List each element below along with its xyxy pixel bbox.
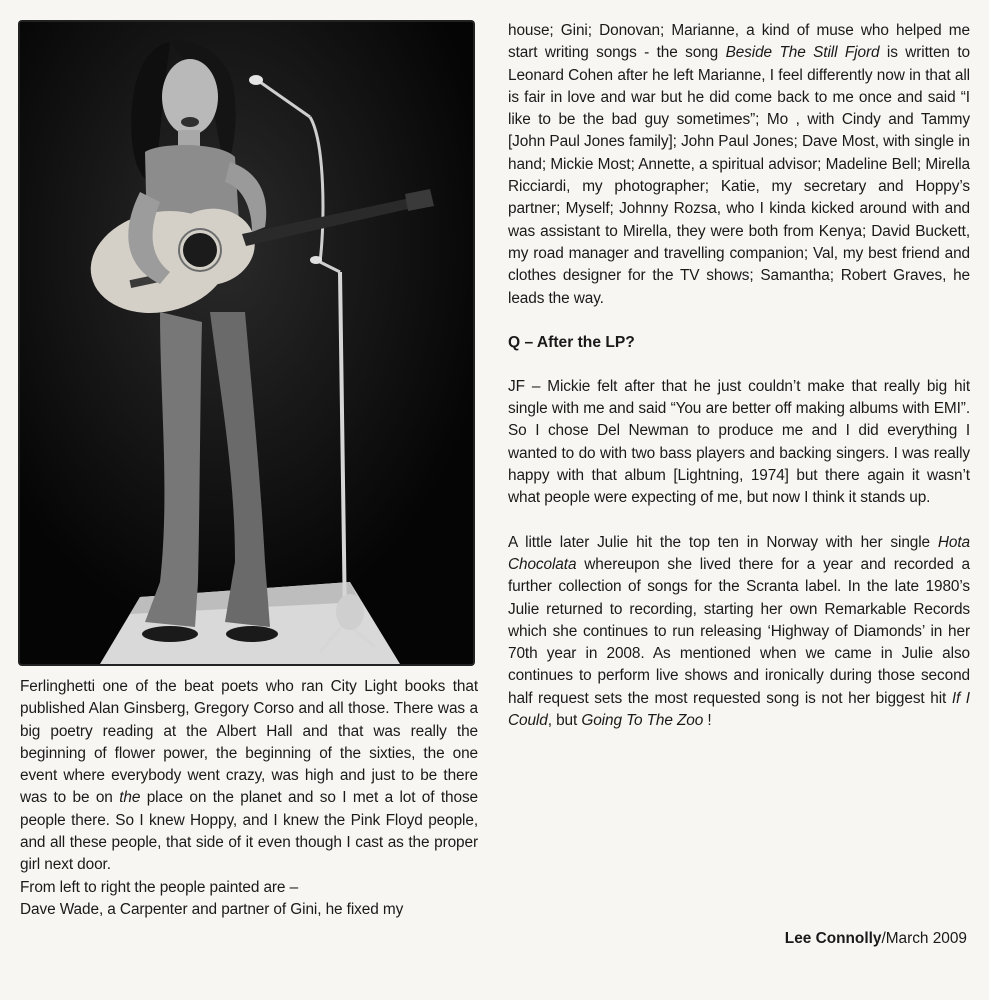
performer-illustration bbox=[20, 22, 473, 664]
paragraph-text: house; Gini; Donovan; Marianne, a kind of muse who helped me start writing songs - the song bbox=[508, 22, 970, 62]
paragraph-text: , but bbox=[547, 712, 582, 730]
song-title: Hota Chocolata bbox=[508, 533, 970, 573]
paragraph-later-career bbox=[508, 532, 970, 733]
author-signature bbox=[785, 930, 967, 948]
paragraph-text: place on the planet and so I met a lot of those people there. So I knew Hoppy, and I knew the Pink Floyd people, and all these people, that side of it even though I cast as the proper girl next door. bbox=[20, 789, 479, 874]
paragraph-people-painted: From left to right the people painted are – bbox=[20, 878, 299, 896]
left-text-column bbox=[20, 676, 478, 921]
paragraph-text: A little later Julie hit the top ten in Norway with her single bbox=[508, 533, 938, 551]
question-heading: Q – After the LP? bbox=[508, 333, 635, 351]
paragraph-text: Ferlinghetti one of the beat poets who ran City Light books that published Alan Ginsberg, Gregory Corso and all those. There was a big poetry reading at the Albert Hall and that was really the beginning of flower power, the beginning of the sixties, the one event where everybody went crazy, was high and just to be there was to be on bbox=[20, 678, 478, 807]
song-title: Beside The Still Fjord bbox=[725, 44, 880, 62]
paragraph-text: is written to Leonard Cohen after he left Marianne, I feel differently now in that all is fair in love and war but he did come back to me once and said “I like to be the bad guy sometimes”; Mo , with Cindy and Tammy [John Paul Jones family]; John Paul Jones; Dave Most, with single in hand; Mickie Most; Annette, a spiritual advisor; Madeline Bell; Mirella Ricciardi, my photographer; Katie, my secretary and Hoppy’s partner; Myself; Johnny Rozsa, who I kinda kicked around with and was assistant to Mirella, they were both from Kenya; David Buckett, my road manager and travelling companion; Val, my best friend and clothes designer for the TV shows; Samantha; Robert Graves, he leads the way. bbox=[508, 44, 970, 307]
paragraph-ferlinghetti bbox=[20, 676, 478, 877]
right-text-column bbox=[508, 20, 970, 732]
signature-date: /March 2009 bbox=[881, 930, 967, 947]
paragraph-dave-wade: Dave Wade, a Carpenter and partner of Gini, he fixed my bbox=[20, 900, 404, 918]
author-name: Lee Connolly bbox=[784, 930, 882, 947]
emphasis-text: the bbox=[119, 789, 141, 807]
paragraph-people-list bbox=[508, 20, 970, 310]
song-title: If I Could bbox=[508, 689, 970, 730]
song-title: Going To The Zoo bbox=[581, 712, 704, 730]
paragraph-after-lp: JF – Mickie felt after that he just couldn’t make that really big hit single with me and said “You are better off making albums with EMI”. So I chose Del Newman to produce me and I did everything I wanted to do with two bass players and backing singers. I was really happy with that album [Lightning, 1974] but there again it wasn’t what people were expecting of me, but now I think it stands up. bbox=[508, 377, 970, 507]
paragraph-text: whereupon she lived there for a year and recorded a further collection of songs for the Scranta label. In the late 1980’s Julie returned to recording, starting her own Remarkable Records which she continues to run releasing ‘Highway of Diamonds’ in her 70th year in 2008. As mentioned when we came in Julie also continues to perform live shows and ironically during those second half request sets the most requested song is not her biggest hit bbox=[508, 555, 970, 707]
paragraph-text: ! bbox=[703, 712, 712, 730]
concert-photo bbox=[20, 22, 473, 664]
